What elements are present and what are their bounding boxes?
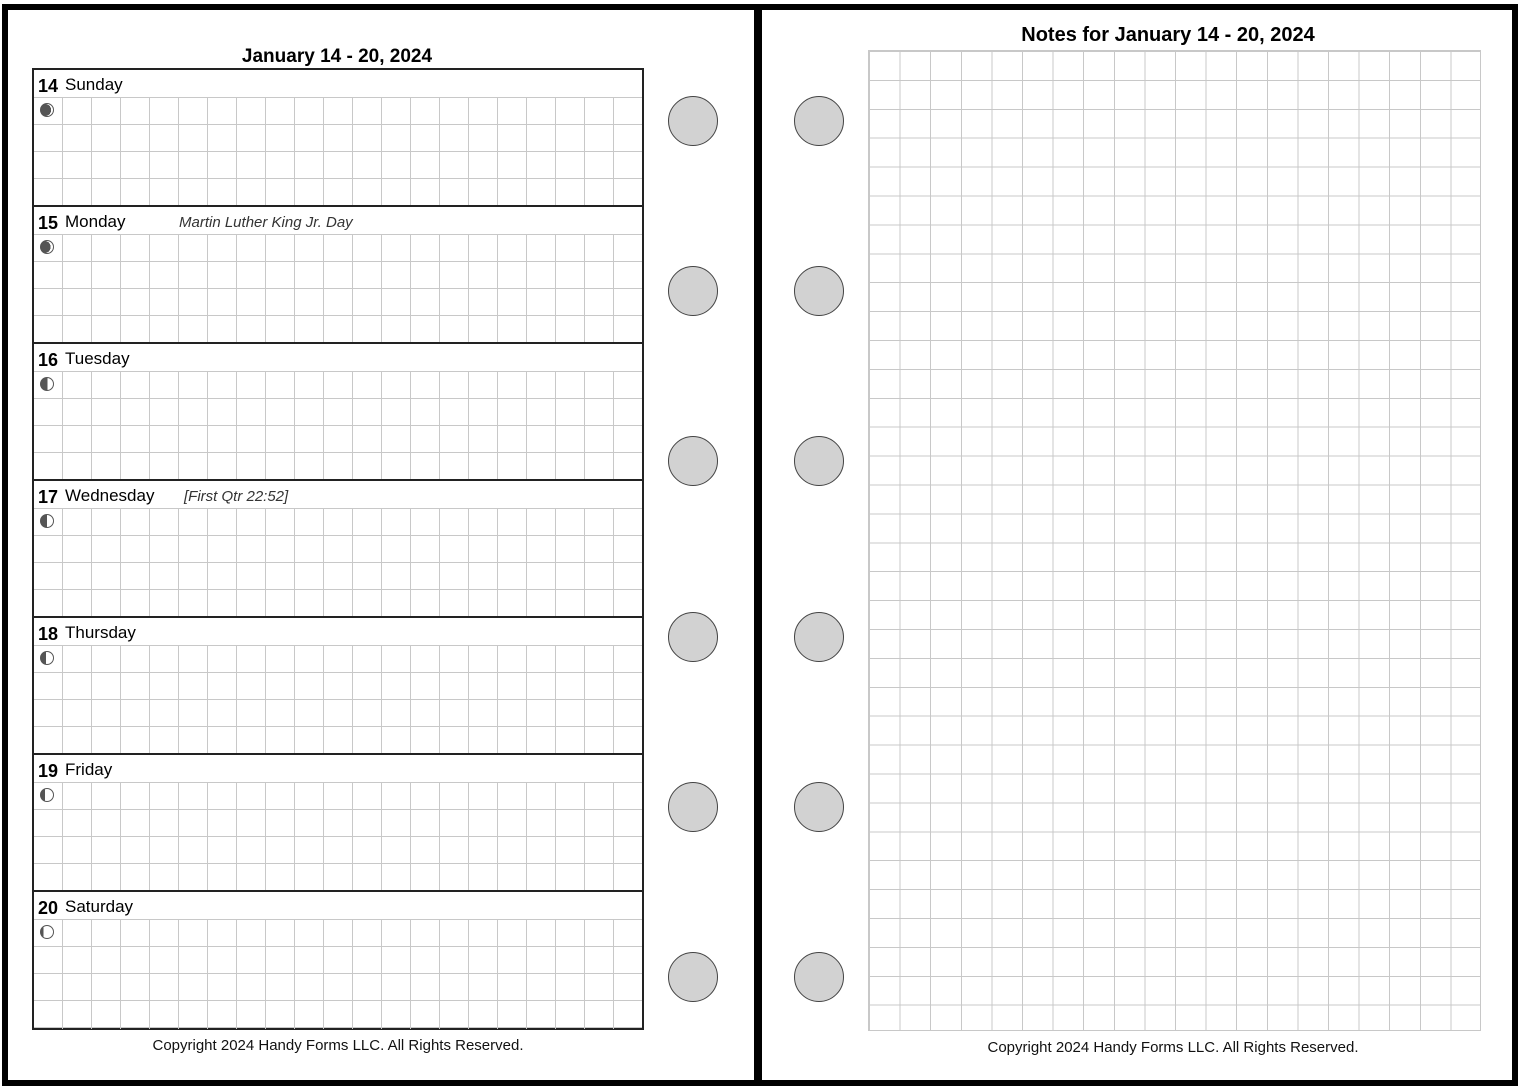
- day-row-sunday[interactable]: [34, 70, 642, 207]
- planner-spread: [2, 4, 1518, 1086]
- day-number: 19: [38, 761, 59, 781]
- ring-hole: [668, 96, 718, 146]
- day-header: [34, 618, 642, 645]
- ring-hole: [794, 96, 844, 146]
- ring-hole: [668, 782, 718, 832]
- day-row-monday[interactable]: [34, 207, 642, 344]
- moon-phase-icon: [40, 514, 54, 528]
- day-number: 18: [38, 624, 59, 644]
- copyright-text: Copyright 2024 Handy Forms LLC. All Rights Reserved.: [152, 1037, 524, 1054]
- ring-hole: [668, 266, 718, 316]
- moon-phase-icon: [40, 925, 54, 939]
- day-header: [34, 70, 642, 97]
- day-row-friday[interactable]: [34, 755, 642, 892]
- weekly-page: [8, 10, 752, 1080]
- copyright-text: Copyright 2024 Handy Forms LLC. All Rights Reserved.: [987, 1039, 1359, 1056]
- page-divider: [754, 10, 762, 1080]
- holiday-note: Martin Luther King Jr. Day: [179, 214, 353, 231]
- day-header: [34, 207, 642, 234]
- day-name: Wednesday: [65, 486, 155, 505]
- day-header: [34, 892, 642, 919]
- week-title: January 14 - 20, 2024: [241, 46, 433, 67]
- moon-phase-icon: [40, 240, 54, 254]
- notes-title: Notes for January 14 - 20, 2024: [1021, 24, 1315, 46]
- day-name: Thursday: [65, 623, 136, 642]
- week-days-box: [32, 68, 644, 1030]
- day-name: Saturday: [65, 897, 134, 916]
- day-number: 16: [38, 350, 59, 370]
- ring-hole: [794, 782, 844, 832]
- day-name: Friday: [65, 760, 113, 779]
- ring-hole: [794, 612, 844, 662]
- day-row-thursday[interactable]: [34, 618, 642, 755]
- day-header: [34, 481, 642, 508]
- ring-hole: [668, 436, 718, 486]
- day-number: 15: [38, 213, 59, 233]
- moon-phase-icon: [40, 788, 54, 802]
- day-number: 17: [38, 487, 59, 507]
- day-name: Monday: [65, 212, 126, 231]
- notes-page: [762, 10, 1512, 1080]
- ring-hole: [794, 266, 844, 316]
- day-number: 20: [38, 898, 59, 918]
- ring-hole: [668, 612, 718, 662]
- notes-grid[interactable]: [868, 50, 1481, 1031]
- day-row-tuesday[interactable]: [34, 344, 642, 481]
- day-name: Tuesday: [65, 349, 130, 368]
- ring-hole: [794, 952, 844, 1002]
- day-number: 14: [38, 76, 59, 96]
- moon-phase-icon: [40, 377, 54, 391]
- day-header: [34, 755, 642, 782]
- moon-phase-note: [First Qtr 22:52]: [184, 488, 289, 505]
- day-row-saturday[interactable]: [34, 892, 642, 1029]
- day-row-wednesday[interactable]: [34, 481, 642, 618]
- moon-phase-icon: [40, 103, 54, 117]
- ring-hole: [794, 436, 844, 486]
- day-header: [34, 344, 642, 371]
- ring-hole: [668, 952, 718, 1002]
- day-name: Sunday: [65, 75, 123, 94]
- moon-phase-icon: [40, 651, 54, 665]
